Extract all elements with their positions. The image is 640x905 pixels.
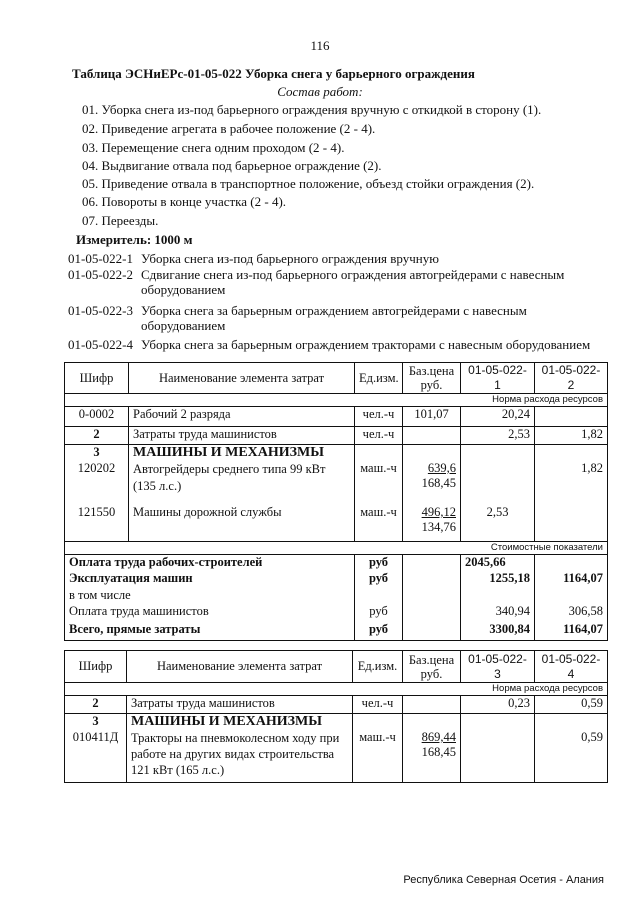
table-cell [535, 445, 608, 462]
table-cell [403, 571, 461, 588]
table-cell [461, 714, 535, 731]
table-title: Таблица ЭСНиЕРс-01-05-022 Уборка снега у барьерного ограждения [72, 66, 475, 81]
work-item: 07. Переезды. [82, 213, 159, 228]
norm-code: 01-05-022-3 [68, 303, 133, 318]
table-cell: руб [355, 604, 403, 622]
norm-label-row [65, 683, 608, 696]
table-cell [403, 427, 461, 445]
table-cell [403, 445, 461, 462]
table-cell [535, 554, 608, 571]
table-cell: Рабочий 2 разряда [129, 407, 355, 427]
table-cell [403, 714, 461, 731]
table-header-row [65, 363, 608, 394]
table-cell: 121550 [65, 505, 129, 541]
table-row [65, 407, 608, 427]
table-cell: Эксплуатация машин [65, 571, 355, 588]
table-cell: Оплата труда рабочих-строителей [65, 554, 355, 571]
measurement-unit: Измеритель: 1000 м [76, 232, 193, 247]
cost-row [65, 571, 608, 588]
norm-label: Норма расхода ресурсов [65, 394, 608, 407]
table-cell: маш.-ч [355, 461, 403, 505]
table-cell: чел.-ч [355, 407, 403, 427]
norm-description: Сдвигание снега из-под барьерного ограждения автогрейдерами с навесным оборудованием [141, 267, 565, 297]
table-cell: Всего, прямые затраты [65, 622, 355, 640]
table-cell [461, 730, 535, 782]
table-cell: Машины дорожной службы [129, 505, 355, 541]
price-value: 639,6 [427, 461, 456, 475]
table-cell: 2045,66 [461, 554, 535, 571]
table-cell [403, 730, 461, 782]
table-cell: руб [355, 571, 403, 588]
norm-code: 01-05-022-4 [68, 337, 133, 352]
norm-column-code: 01-05-022-4 [541, 651, 601, 681]
work-item: 06. Повороты в конце участка (2 - 4). [82, 194, 287, 209]
header-norm-1 [461, 363, 535, 394]
table-cell: 0,59 [535, 730, 608, 782]
table-cell: в том числе [65, 588, 355, 604]
table-cell: 010411Д [65, 730, 127, 782]
table-cell: МАШИНЫ И МЕХАНИЗМЫ [127, 714, 353, 731]
table-cell: 3 [65, 445, 129, 462]
norm-column-code: 01-05-022-2 [541, 363, 601, 392]
table-cell: Затраты труда машинистов [129, 427, 355, 445]
table-cell: 1164,07 [535, 571, 608, 588]
header-code: Шифр [65, 651, 127, 683]
cost-row [65, 588, 608, 604]
table-row [65, 427, 608, 445]
table-cell: 0,59 [535, 696, 608, 714]
table-cell: Оплата труда машинистов [65, 604, 355, 622]
table-cell: 0,23 [461, 696, 535, 714]
norm-column-code: 01-05-022-1 [468, 363, 527, 392]
table-cell [461, 461, 535, 505]
table-cell: 3300,84 [461, 622, 535, 640]
table-cell: 101,07 [403, 407, 461, 427]
work-item: 01. Уборка снега из-под барьерного ограждения вручную с откидкой в сторону (1). [82, 102, 542, 117]
table-cell: 120202 [65, 461, 129, 505]
cost-row [65, 604, 608, 622]
table-row [65, 730, 608, 782]
resource-table-1 [64, 362, 608, 641]
table-cell [461, 588, 535, 604]
table-cell: 2 [65, 696, 127, 714]
table-cell: Затраты труда машинистов [127, 696, 353, 714]
header-price: Баз.цена руб. [403, 363, 461, 394]
table-cell [355, 445, 403, 462]
table-cell: чел.-ч [355, 427, 403, 445]
page-number: 116 [310, 38, 330, 53]
table-cell [461, 445, 535, 462]
price-value: 168,45 [421, 476, 456, 490]
table-cell [535, 714, 608, 731]
header-price: Баз.цена руб. [403, 651, 461, 683]
table-cell: 340,94 [461, 604, 535, 622]
table-cell [353, 714, 403, 731]
table-cell: 1,82 [535, 427, 608, 445]
work-item: 03. Перемещение снега одним проходом (2 - 4). [82, 140, 345, 155]
cost-label-row [65, 541, 608, 554]
work-item: 04. Выдвигание отвала под барьерное ограждение (2). [82, 158, 382, 173]
table-cell: 2,53 [461, 427, 535, 445]
section-row [65, 714, 608, 731]
table-cell [403, 505, 461, 541]
table-cell: 3 [65, 714, 127, 731]
cost-row [65, 622, 608, 640]
table-row [65, 696, 608, 714]
resource-table-2 [64, 650, 608, 783]
header-norm-2 [535, 363, 608, 394]
table-cell: 1255,18 [461, 571, 535, 588]
table-cell: 20,24 [461, 407, 535, 427]
table-cell: Тракторы на пневмоколесном ходу при работе на других видах строительства 121 кВт (165 л.с.) [127, 730, 353, 782]
table-header-row [65, 651, 608, 683]
table-cell [535, 407, 608, 427]
table-cell: 1164,07 [535, 622, 608, 640]
table-cell: руб [355, 554, 403, 571]
table-cell [535, 505, 608, 541]
norm-description: Уборка снега из-под барьерного ограждения вручную [141, 251, 439, 266]
table-cell [403, 604, 461, 622]
table-cell [403, 588, 461, 604]
header-code: Шифр [65, 363, 129, 394]
region-footer: Республика Северная Осетия - Алания [403, 874, 604, 886]
table-row [65, 461, 608, 505]
work-item: 05. Приведение отвала в транспортное положение, объезд стойки ограждения (2). [82, 176, 535, 191]
header-name: Наименование элемента затрат [129, 363, 355, 394]
price-value: 168,45 [421, 745, 456, 759]
price-value: 134,76 [421, 520, 456, 534]
table-cell [403, 554, 461, 571]
table-cell: 2,53 [461, 505, 535, 541]
table-cell: маш.-ч [353, 730, 403, 782]
header-name: Наименование элемента затрат [127, 651, 353, 683]
table-cell [535, 588, 608, 604]
norm-description: Уборка снега за барьерным ограждением тракторами с навесным оборудованием [141, 337, 591, 352]
work-item: 02. Приведение агрегата в рабочее положение (2 - 4). [82, 121, 376, 136]
norm-code: 01-05-022-2 [68, 267, 133, 282]
table-row [65, 505, 608, 541]
norm-column-code: 01-05-022-3 [468, 651, 527, 681]
table-cell: 2 [65, 427, 129, 445]
cost-label: Стоимостные показатели [65, 541, 608, 554]
table-cell: чел.-ч [353, 696, 403, 714]
norm-code: 01-05-022-1 [68, 251, 133, 266]
table-cell: 0-0002 [65, 407, 129, 427]
cost-row [65, 554, 608, 571]
table-cell: маш.-ч [355, 505, 403, 541]
table-cell [403, 461, 461, 505]
price-value: 496,12 [421, 505, 456, 519]
header-norm-4 [535, 651, 608, 683]
norm-description: Уборка снега за барьерным ограждением автогрейдерами с навесным оборудованием [141, 303, 527, 333]
table-cell: 1,82 [535, 461, 608, 505]
price-value: 869,44 [421, 730, 456, 744]
header-norm-3 [461, 651, 535, 683]
table-cell: руб [355, 622, 403, 640]
table-cell: 306,58 [535, 604, 608, 622]
norm-label-row [65, 394, 608, 407]
table-cell [403, 622, 461, 640]
table-cell: Автогрейдеры среднего типа 99 кВт (135 л.с.) [129, 461, 355, 505]
work-composition-heading: Состав работ: [277, 84, 363, 99]
header-unit: Ед.изм. [355, 363, 403, 394]
section-row [65, 445, 608, 462]
table-cell [355, 588, 403, 604]
norm-label: Норма расхода ресурсов [65, 683, 608, 696]
header-unit: Ед.изм. [353, 651, 403, 683]
table-cell [403, 696, 461, 714]
table-cell: МАШИНЫ И МЕХАНИЗМЫ [129, 445, 355, 462]
